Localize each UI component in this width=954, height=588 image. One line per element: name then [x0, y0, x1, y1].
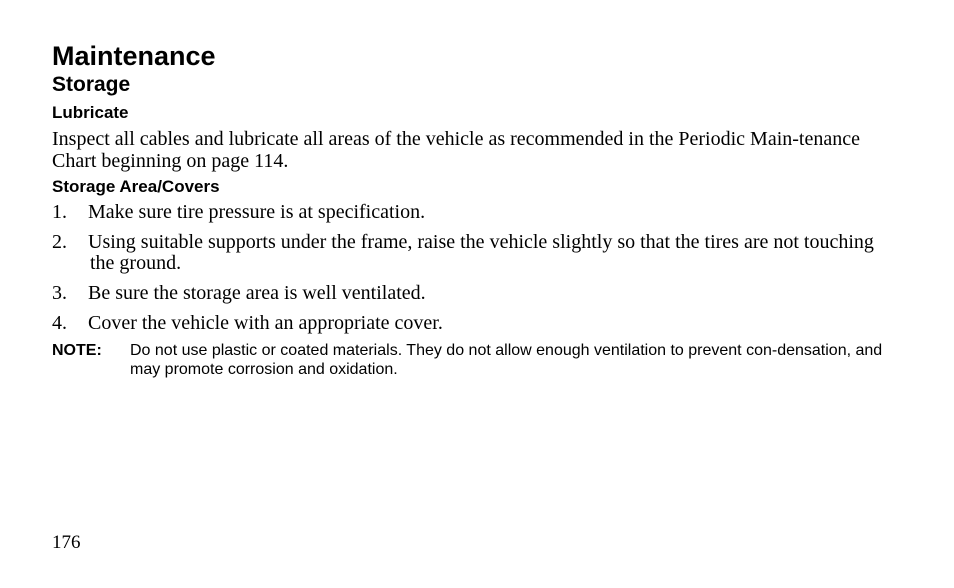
note-text: Do not use plastic or coated materials. They do not allow enough ventilation to prevent con-densation, and may promote corrosion and oxidation.: [130, 342, 883, 378]
step-number: 4.: [52, 312, 67, 334]
storage-steps-list: [52, 202, 892, 334]
step-text: Using suitable supports under the frame, raise the vehicle slightly so that the tires are not touching the ground.: [88, 231, 874, 274]
list-item: [52, 232, 892, 274]
storage-area-heading: Storage Area/Covers: [52, 177, 220, 196]
page-content: [52, 40, 892, 379]
list-item: [52, 313, 892, 334]
subsection-title: Storage: [52, 73, 131, 96]
note: [52, 341, 892, 379]
lubricate-heading: Lubricate: [52, 103, 129, 122]
step-number: 2.: [52, 231, 67, 253]
step-number: 1.: [52, 201, 67, 223]
step-text: Make sure tire pressure is at specification.: [88, 201, 426, 223]
section-title: Maintenance: [52, 41, 216, 71]
note-label: NOTE:: [52, 342, 102, 359]
page-number: 176: [52, 532, 81, 553]
list-item: [52, 283, 892, 304]
list-item: [52, 202, 892, 223]
step-text: Cover the vehicle with an appropriate cover.: [88, 312, 443, 334]
step-text: Be sure the storage area is well ventilated.: [88, 282, 426, 304]
lubricate-text: Inspect all cables and lubricate all areas of the vehicle as recommended in the Periodic Main-tenance Chart beginning on page 114.: [52, 128, 860, 172]
step-number: 3.: [52, 282, 67, 304]
